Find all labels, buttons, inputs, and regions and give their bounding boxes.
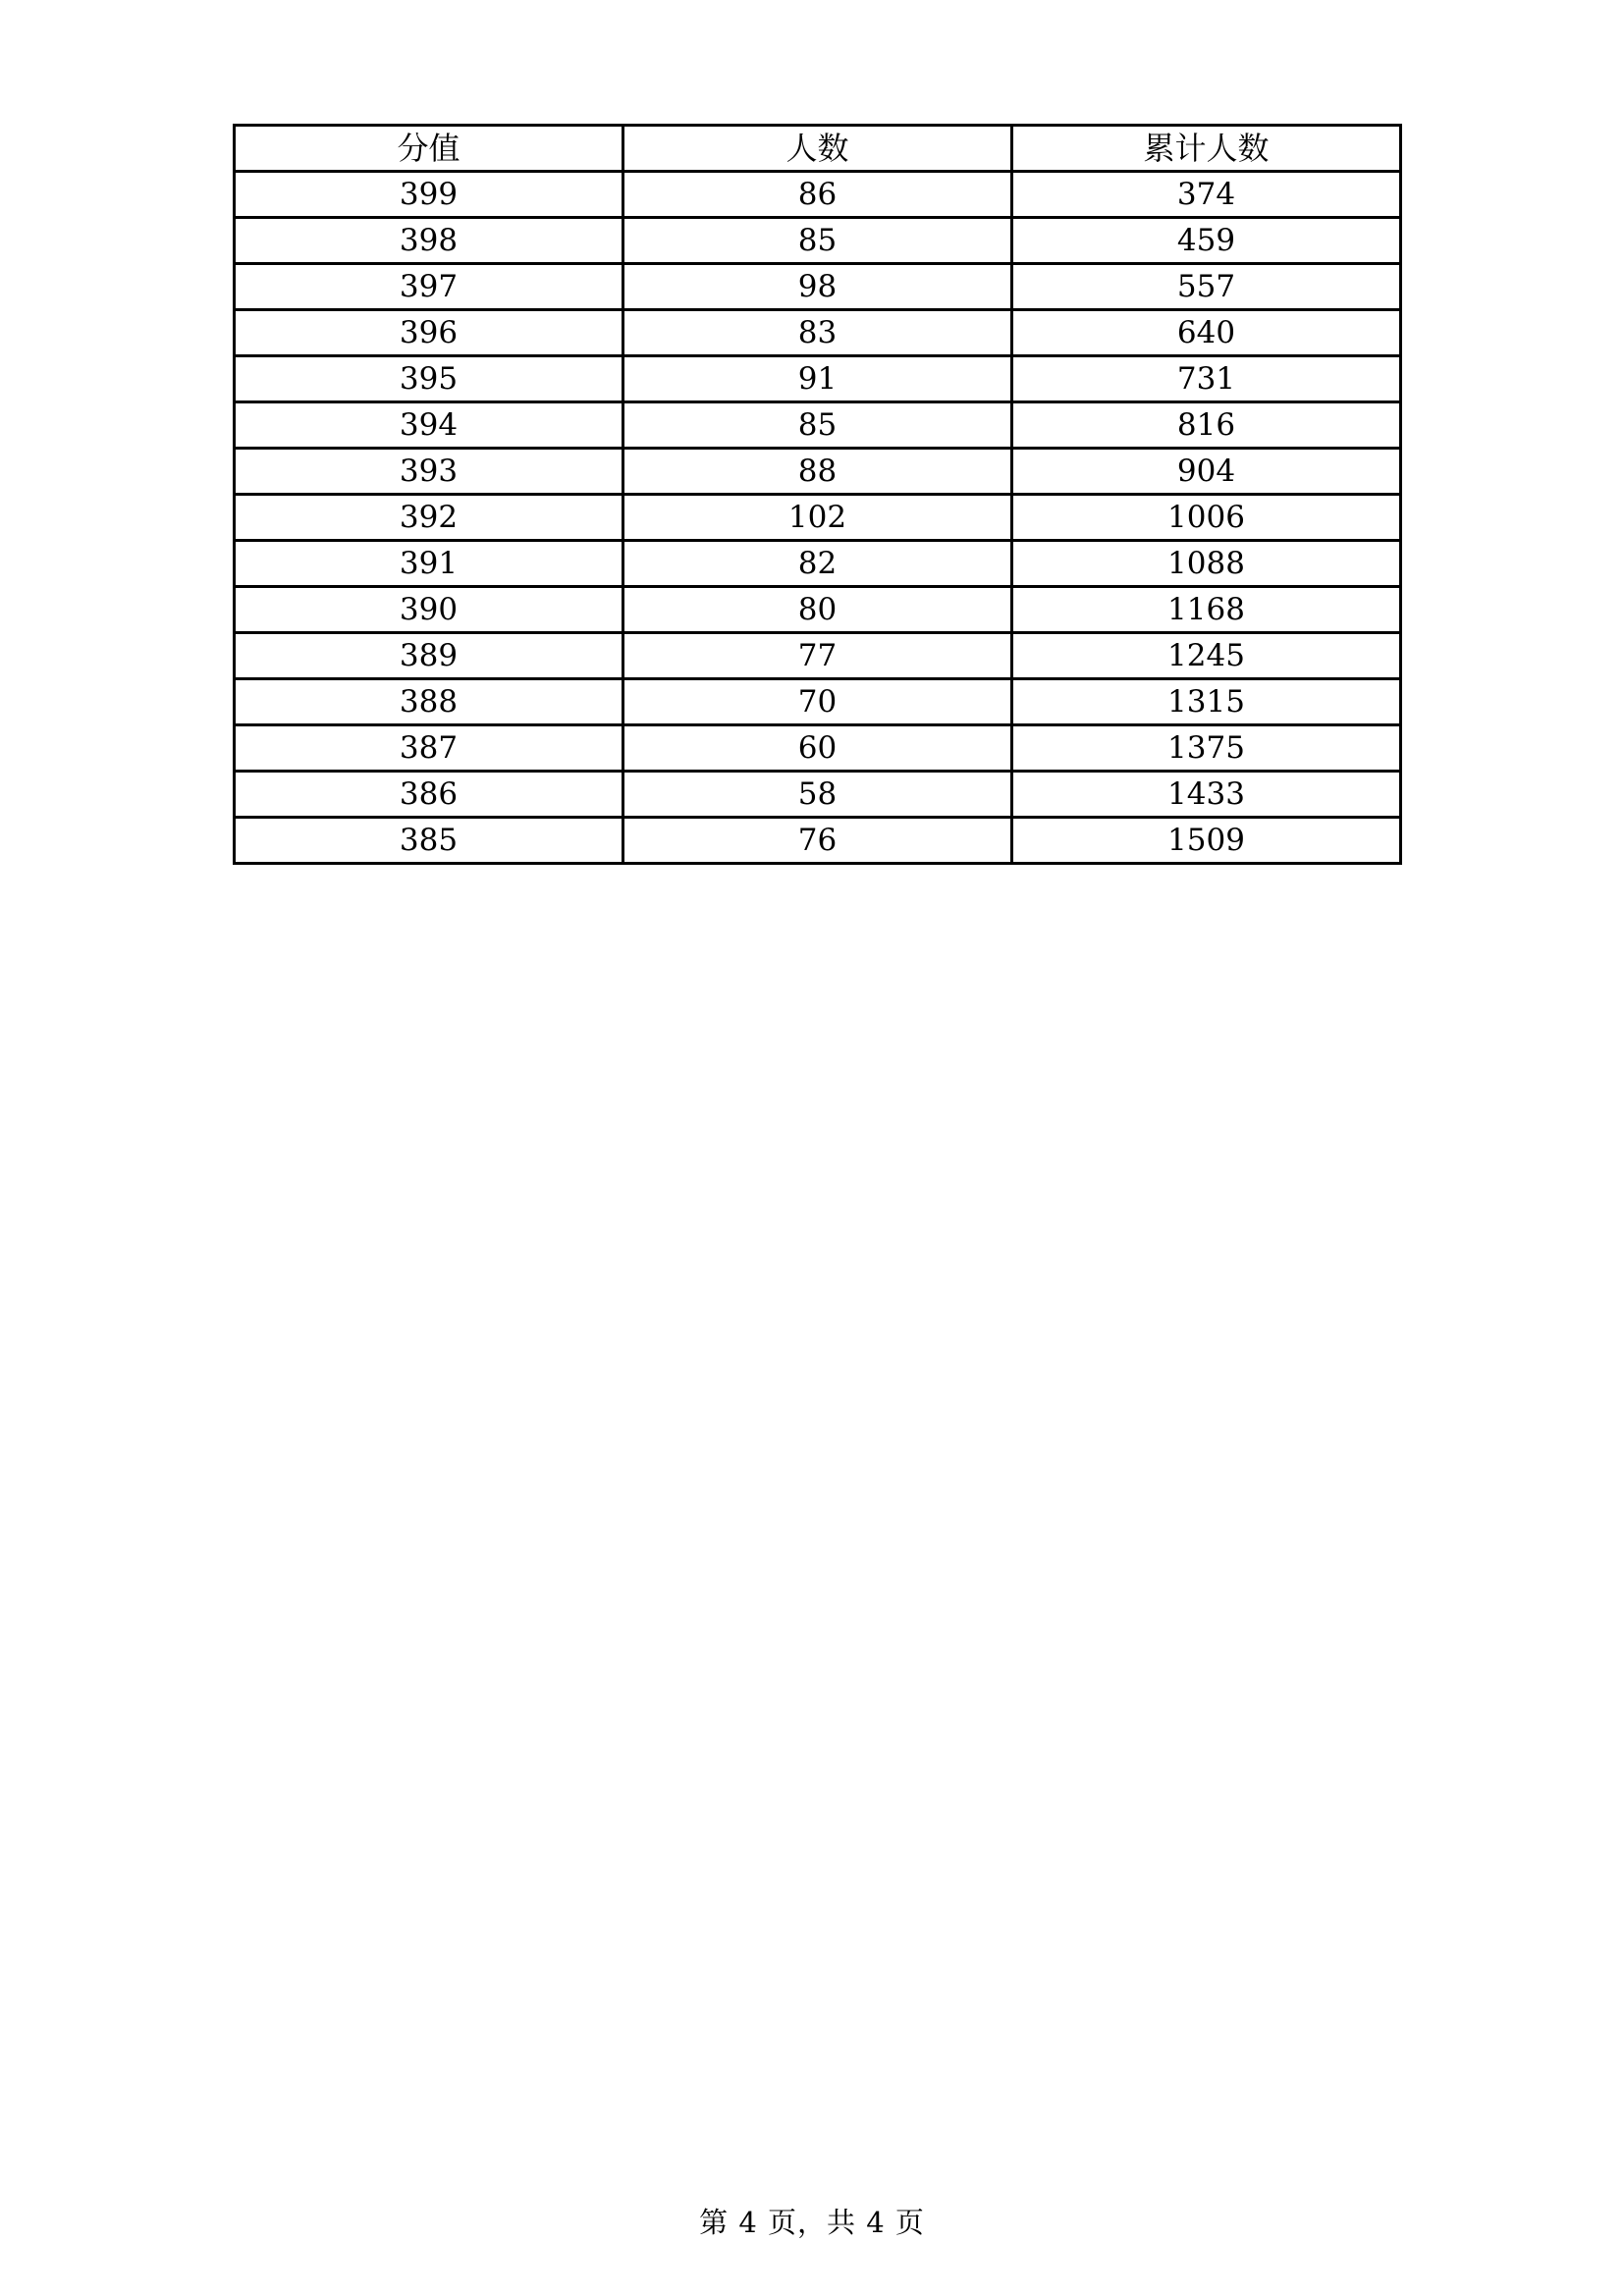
header-count: 人数 [623,126,1012,172]
cell-count: 88 [623,449,1012,495]
cell-cumulative: 557 [1012,264,1401,310]
cell-score: 391 [235,541,623,587]
score-distribution-table [233,124,1402,865]
table-row [235,725,1401,772]
table-row [235,587,1401,633]
cell-score: 394 [235,402,623,449]
cell-score: 385 [235,818,623,864]
table-row [235,633,1401,679]
cell-score: 386 [235,772,623,818]
table-row [235,541,1401,587]
cell-cumulative: 1433 [1012,772,1401,818]
table-row [235,449,1401,495]
table-row [235,679,1401,725]
cell-cumulative: 640 [1012,310,1401,356]
cell-count: 98 [623,264,1012,310]
cell-count: 102 [623,495,1012,541]
cell-cumulative: 1245 [1012,633,1401,679]
page-number-footer: 第 4 页，共 4 页 [699,2206,925,2239]
table-row [235,310,1401,356]
cell-score: 398 [235,218,623,264]
cell-score: 395 [235,356,623,402]
cell-count: 86 [623,172,1012,218]
table-row [235,402,1401,449]
cell-cumulative: 816 [1012,402,1401,449]
cell-cumulative: 1375 [1012,725,1401,772]
cell-cumulative: 374 [1012,172,1401,218]
header-cumulative-count: 累计人数 [1012,126,1401,172]
cell-cumulative: 1168 [1012,587,1401,633]
cell-score: 389 [235,633,623,679]
table-row [235,772,1401,818]
cell-score: 393 [235,449,623,495]
cell-count: 91 [623,356,1012,402]
cell-score: 390 [235,587,623,633]
table-row [235,264,1401,310]
cell-count: 80 [623,587,1012,633]
cell-count: 76 [623,818,1012,864]
cell-cumulative: 731 [1012,356,1401,402]
cell-score: 399 [235,172,623,218]
table-row [235,495,1401,541]
table-row [235,172,1401,218]
cell-score: 387 [235,725,623,772]
cell-count: 77 [623,633,1012,679]
cell-cumulative: 459 [1012,218,1401,264]
cell-cumulative: 1509 [1012,818,1401,864]
cell-count: 60 [623,725,1012,772]
table-header-row [235,126,1401,172]
table-row [235,356,1401,402]
cell-count: 58 [623,772,1012,818]
cell-count: 85 [623,218,1012,264]
cell-score: 397 [235,264,623,310]
cell-cumulative: 1006 [1012,495,1401,541]
cell-count: 70 [623,679,1012,725]
cell-score: 388 [235,679,623,725]
cell-count: 83 [623,310,1012,356]
table-row [235,818,1401,864]
cell-count: 85 [623,402,1012,449]
cell-score: 396 [235,310,623,356]
cell-count: 82 [623,541,1012,587]
header-score: 分值 [235,126,623,172]
cell-cumulative: 1088 [1012,541,1401,587]
cell-score: 392 [235,495,623,541]
table-row [235,218,1401,264]
cell-cumulative: 904 [1012,449,1401,495]
cell-cumulative: 1315 [1012,679,1401,725]
